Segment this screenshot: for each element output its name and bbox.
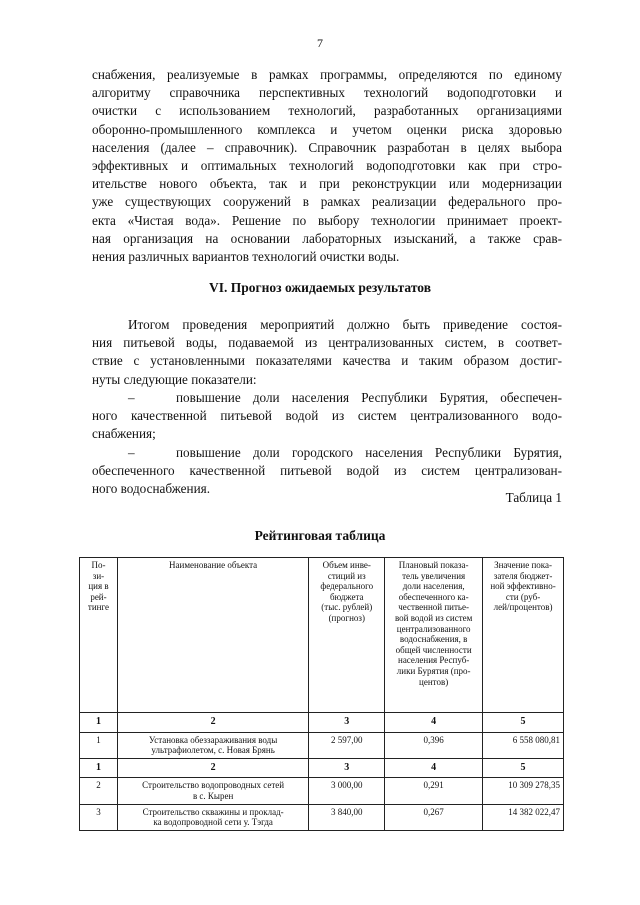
- col-number: 4: [385, 713, 483, 733]
- section-title: VI. Прогноз ожидаемых результатов: [209, 280, 431, 295]
- text-line: эффективных и оптимальных технологий водоподготовки как при стро-: [92, 158, 562, 174]
- col-number: 1: [80, 758, 118, 778]
- col-number: 4: [385, 758, 483, 778]
- cell-position: 1: [80, 732, 118, 758]
- cell-object-name: Установка обеззараживания воды ультрафиолетом, с. Новая Брянь: [117, 732, 308, 758]
- col-number: 1: [80, 713, 118, 733]
- text-line: ствие с установленными показателями качества и таким образом достиг-: [92, 353, 562, 369]
- cell-investment: 3 840,00: [309, 804, 385, 830]
- bullet-item-1: [92, 389, 562, 444]
- text-line: ного водоснабжения.: [92, 481, 211, 497]
- text-line: [92, 389, 562, 407]
- dash-marker: –: [128, 390, 135, 405]
- text-line: уже существующих сооружений в рамках реализации федерального про-: [92, 194, 562, 210]
- cell-share: 0,291: [385, 778, 483, 804]
- text-line: алгоритму справочника перспективных технологий водоподготовки и: [92, 85, 562, 101]
- table-title: Рейтинговая таблица: [254, 528, 386, 543]
- text-line: снабжения, реализуемые в рамках программы, определяются по единому: [92, 67, 562, 82]
- bullet-text: повышение доли населения Республики Бурятия, обеспечен-: [176, 390, 562, 405]
- col-number: 2: [117, 758, 308, 778]
- header-investment: Объем инве- стиций из федерального бюджета (тыс. рублей) (прогноз): [309, 558, 385, 713]
- text-line: Итогом проведения мероприятий должно быть приведение состоя-: [128, 317, 562, 332]
- text-line: населения (далее – справочник). Справочник разработан в целях выбора: [92, 139, 562, 155]
- table-row: [80, 778, 564, 804]
- cell-share: 0,396: [385, 732, 483, 758]
- text-line: нуты следующие показатели:: [92, 371, 257, 387]
- text-line: снабжения;: [92, 426, 156, 442]
- cell-share: 0,267: [385, 804, 483, 830]
- col-number: 3: [309, 713, 385, 733]
- paragraph-methodology: [92, 66, 562, 266]
- cell-position: 2: [80, 778, 118, 804]
- cell-efficiency: 10 309 278,35: [483, 778, 564, 804]
- table-row: [80, 732, 564, 758]
- col-number: 5: [483, 713, 564, 733]
- cell-object-name: Строительство водопроводных сетей в с. Кырен: [117, 778, 308, 804]
- text-line: ная организация на основании лабораторных изысканий, а также срав-: [92, 230, 562, 246]
- text-line: очистки с использованием технологий, разработанных организациями: [92, 103, 562, 119]
- text-line: ного качественной питьевой водой из систем централизованного водо-: [92, 408, 562, 424]
- paragraph-results: [92, 316, 562, 389]
- column-number-row: [80, 758, 564, 778]
- text-line: екта «Чистая вода». Решение по выбору технологии принимает проект-: [92, 212, 562, 228]
- text-line: [92, 444, 562, 462]
- header-efficiency: Значение пока- зателя бюджет- ной эффективно- сти (руб- лей/процентов): [483, 558, 564, 713]
- cell-object-name: Строительство скважины и проклад- ка водопроводной сети у. Тэгда: [117, 804, 308, 830]
- table-header-row: [80, 558, 564, 713]
- column-number-row: [80, 713, 564, 733]
- text-line: обеспеченного качественной питьевой водой из систем централизован-: [92, 463, 562, 479]
- col-number: 2: [117, 713, 308, 733]
- rating-table: [79, 557, 564, 831]
- header-share-increase: Плановый показа- тель увеличения доли населения, обеспеченного ка- чественной питье- вой водой из систем централизованного водоснабжения, в общей численности населения Респуб- лики Бурятия (про- центов): [385, 558, 483, 713]
- table-row: [80, 804, 564, 830]
- text-line: оборонно-промышленного комплекса и учетом оценки риска здоровью: [92, 121, 562, 137]
- bullet-item-2: [92, 444, 562, 499]
- cell-efficiency: 6 558 080,81: [483, 732, 564, 758]
- dash-marker: –: [128, 445, 135, 460]
- text-line: ния питьевой воды, подаваемой из централизованных систем, в соответ-: [92, 335, 562, 351]
- bullet-text: повышение доли городского населения Республики Бурятия,: [176, 445, 562, 460]
- cell-investment: 2 597,00: [309, 732, 385, 758]
- col-number: 3: [309, 758, 385, 778]
- cell-investment: 3 000,00: [309, 778, 385, 804]
- text-line: нения различных вариантов технологий очистки воды.: [92, 249, 400, 265]
- text-line: ительстве нового объекта, так и при реконструкции или модернизации: [92, 176, 562, 192]
- cell-position: 3: [80, 804, 118, 830]
- table-caption: Таблица 1: [505, 490, 562, 505]
- page-number: 7: [317, 36, 323, 50]
- col-number: 5: [483, 758, 564, 778]
- header-object-name: Наименование объекта: [117, 558, 308, 713]
- cell-efficiency: 14 382 022,47: [483, 804, 564, 830]
- header-position: По- зи- ция в рей- тинге: [80, 558, 118, 713]
